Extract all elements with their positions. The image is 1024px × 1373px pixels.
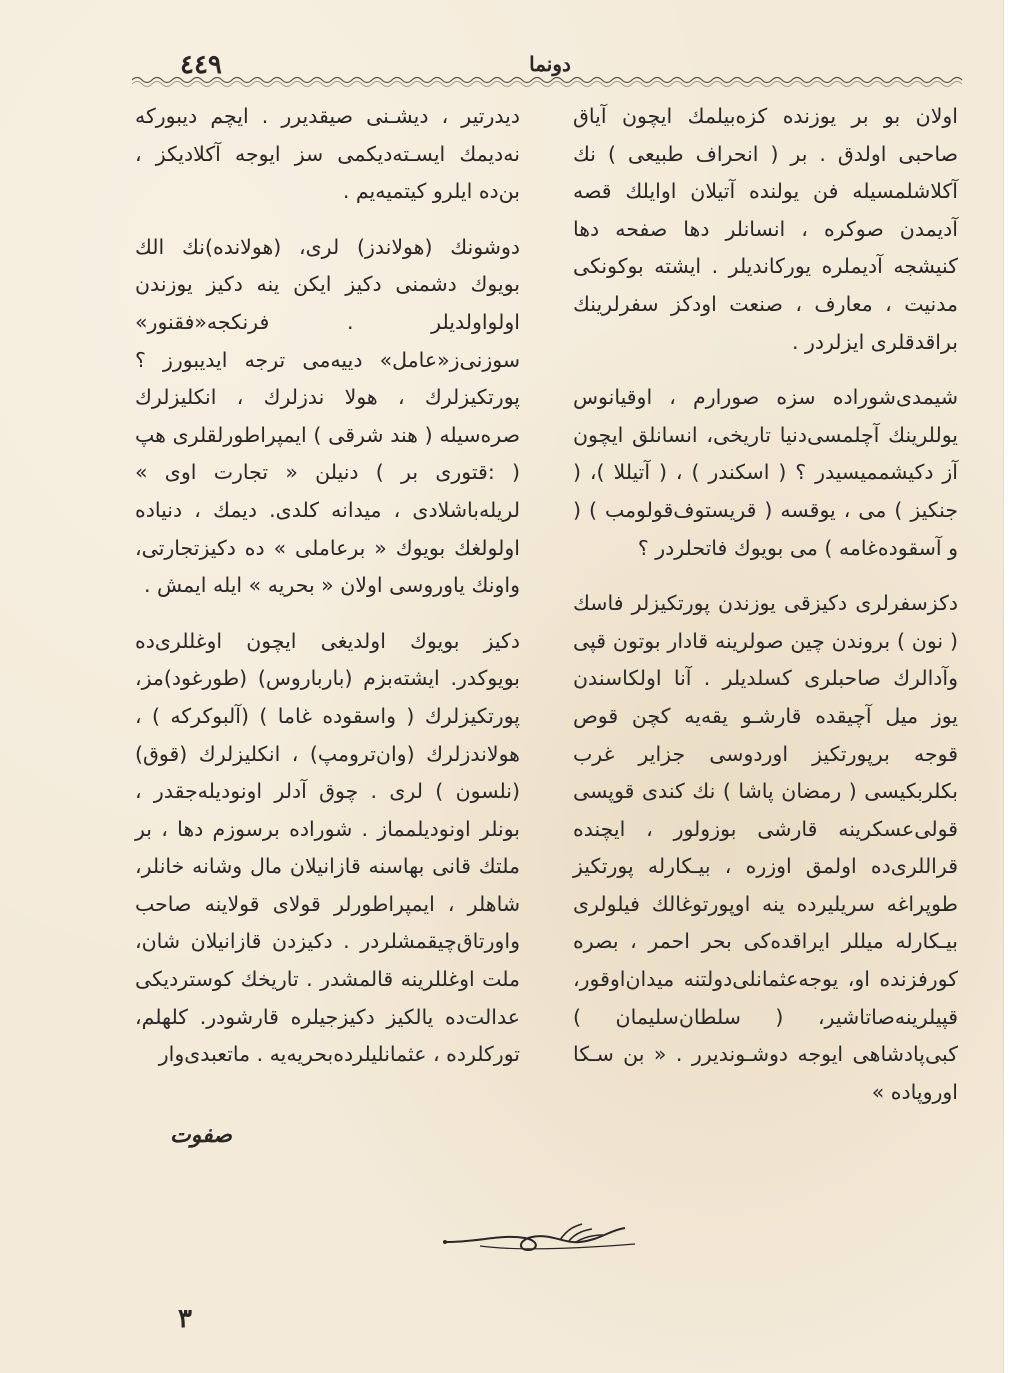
signature-mark: ٣	[178, 1304, 192, 1334]
paragraph: دکزسفرلری دکیزقی یوزندن پورتکیزلر فاسك ( نون ) بروندن چین صولرینه قادار بوتون قپی وآدالرك صاحبلری کسلدیلر . آنا اولکاسندن یوز میل آچیقده قارشـو یقه‌یه کچن قوص قوجه برپورتکیز اوردوسی جزایر غرب بکلربکیسی ( رمضان پاشا ) نك کندی قوپسی قولی‌عسکرینه قارشی بوزولور ، ایچنده قراللری‌ده اولمق اوزره ، بیـکارله پورتکیز طوپراغه سریلیرده ینه اوپورتوغالك فیلولری بیـکارله میللر ایراقده‌کی بحر احمر ، بصره کورفزنده او، یوجه‌عثمانلی‌دولتنه میدان‌اوقور، قپیلرینه‌صاتاشیر، ( سلطان‌سلیمان ) کبی‌پادشاهی ایوجه دوشـوندیرر . « بن سـکا اوروپاده »	[573, 591, 958, 1104]
page-edge	[1003, 0, 1024, 1373]
paragraph-gap	[573, 567, 958, 585]
wavy-rule	[132, 72, 967, 88]
right-column	[573, 98, 958, 1111]
paragraph: شیمدی‌شوراده سزه صورارم ، اوقیانوس یوللرینك آچلمسی‌دنیا تاریخی، انسانلق ایچون آز دکیشممیسیدر ؟ ( اسکندر ) ، ( آتیللا )، ( جنکیز ) می ، یوقسه ( قریستوف‌قولومب ) ( و آسقوده‌غامه ) می بویوك فاتحلردر ؟	[573, 385, 958, 560]
paragraph-gap	[135, 211, 520, 229]
paragraph: دیدرتیر ، دیشـنی صیقدیرر . ایچم دیبورکه نه‌دیمك ایسـته‌دیکمی سز ایوجه آکلادیکز ، بن‌ده ایلرو کیتمیه‌یم .	[135, 104, 520, 204]
paragraph-gap	[573, 361, 958, 379]
author-signature: صفوت	[170, 1122, 232, 1148]
left-column	[135, 98, 520, 1074]
paragraph: اولان بو بر یوزنده کزه‌بیلمك ایچون آیاق صاحبی اولدق . بر ( انحراف طبیعی ) نك آکلاشلمسیله فن یولنده آتیلان اوایلك قصه آدیمدن صوکره ، انسانلر دها صفحه دها کنیشجه آدیملره یورکاندیلر . ایشته بوکونکی مدنیت ، معارف ، صنعت اودکز سفرلرینك براقدقلری ایزلردر .	[573, 104, 958, 354]
flourish-ornament-icon	[440, 1220, 640, 1260]
page-number: ٤٤٩	[180, 50, 222, 80]
paragraph: دوشونك (هولاندز) لری، (هولانده)نك الك بویوك دشمنی دکیز ایکن ینه دکیز یوزندن اولواولدیلر . فرنکجه«فقنور» سوزنی‌ز«عامل» دییه‌می ترجه ایدیبورز ؟ پورتکیزلرك ، هولا ندزلرك ، انکلیزلرك صره‌سیله ( هند شرقی ) ایمپراطورلقلری هپ ( :قتوری بر ) دنیلن « تجارت اوی » لریله‌باشلادی ، میدانه کلدی. دیمك ، دنیاده اولولغك بویوك « برعاملی » ده دکیزتجارتی، واونك یاوروسی اولان « بحریه » ایله ایمش .	[135, 234, 520, 598]
paragraph-gap	[135, 605, 520, 623]
paragraph: دکیز بویوك اولدیغی ایچون اوغللری‌ده بویوکدر. ایشته‌بزم (بارباروس) (طورغود)مز، پورتکیزلرك ( واسقوده غاما ) (آلبوکرکه ) ، هولاندزلرك (وان‌ترومپ) ، انکلیزلرك (قوق) (نلسون ) لری . چوق آدلر اونودیله‌جقدر ، بونلر اونودیلمماز . شوراده برسوزم دها ، بر ملتك قانی بهاسنه قازانیلان مال وشانه خانلر، شاهلر ، ایمپراطورلر قولای قولاینه صاحب واورتاق‌چیقمشلردر . دکیزدن قازانیلان شان، ملت اوغللرینه قالمشدر . تاریخك کوستردیکی عدالت‌ده یالکیز دکیزجیلره قارشودر. کلهلم، تورکلرده ، عثمانلیلرده‌بحریه‌یه . ماتعبدی‌وار	[135, 628, 520, 1067]
running-title: دونما	[529, 52, 571, 76]
